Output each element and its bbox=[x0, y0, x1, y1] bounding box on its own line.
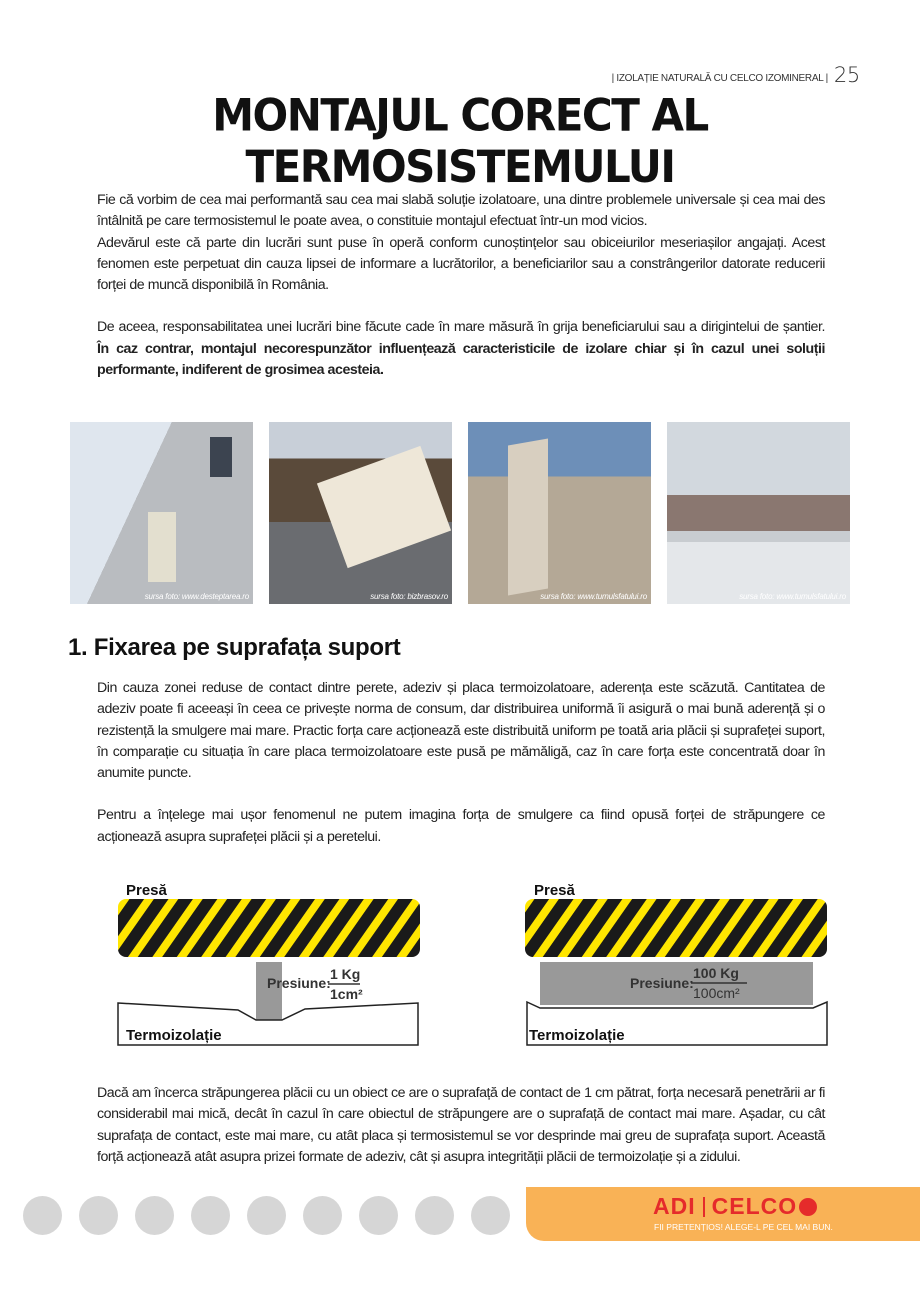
section-1-conclusion bbox=[97, 1083, 825, 1168]
photo-caption: sursa foto: www.turnulsfatului.ro bbox=[739, 592, 846, 601]
intro-paragraph-1: Fie că vorbim de cea mai performantă sau cea mai slabă soluție izolatoare, una dintre problemele universale și cea mai des întâlnită pe care termosistemul le poate avea, o constituie montajul efectuat într-un mod vicios. bbox=[97, 192, 825, 230]
press-bar bbox=[525, 899, 827, 957]
section-1-paragraph-3: Dacă am încerca străpungerea plăcii cu un obiect ce are o suprafață de contact de 1 cm pătrat, forța necesară penetrării ar fi considerabil mai mică, decât în cazul în care obiectul de străpungere are o suprafață de contact mai mare. Așadar, cu cât suprafața de contact, este mai mare, cu atât placa și termosistemul se vor desprinde mai greu de suprafața suport. Această forță acționează atât asupra prizei formate de adeziv, cât și asupra integrității plăcii de termoizolație și a zidului. bbox=[97, 1085, 825, 1165]
diagram-large-contact bbox=[515, 878, 835, 1053]
section-heading: 1. Fixarea pe suprafața suport bbox=[68, 634, 401, 661]
intro-paragraph-3-regular: De aceea, responsabilitatea unei lucrări bine făcute cade în mare măsură în grija beneficiarului sau a dirigintelui de șantier. bbox=[97, 319, 825, 336]
sun-snowflake-icon bbox=[135, 1196, 174, 1235]
page-header bbox=[611, 63, 860, 87]
sun-snowflake-icon bbox=[79, 1196, 118, 1235]
photo-damaged-facade bbox=[468, 422, 651, 604]
photo-detail bbox=[317, 446, 451, 568]
photo-building-detached-insulation bbox=[70, 422, 253, 604]
section-1-text bbox=[97, 678, 825, 848]
intro-paragraph-3-bold: În caz contrar, montajul necorespunzător influențează caracteristicile de izolare chiar și în cazul unei soluții performante, indiferent de grosimea acesteia. bbox=[97, 340, 825, 379]
intro-paragraph-2: Adevărul este că parte din lucrări sunt puse în operă conform cunoștințelor sau obiceiurilor meseriașilor angajați. Acest fenomen este perpetuat din cauza lipsei de informare a lucrătorilor, a beneficiarilor sau a constrângerilor datorate reducerii forței de muncă disponibilă în România. bbox=[97, 234, 825, 294]
sun-snowflake-icon bbox=[471, 1196, 510, 1235]
brand-left: ADI bbox=[653, 1193, 696, 1219]
photo-fallen-insulation bbox=[269, 422, 452, 604]
brand-logo bbox=[653, 1193, 817, 1220]
sun-snowflake-icon bbox=[415, 1196, 454, 1235]
sun-snowflake-icon bbox=[23, 1196, 62, 1235]
pressure-label: Presiune: bbox=[630, 975, 694, 991]
photo-firefighters-debris bbox=[667, 422, 850, 604]
press-label: Presă bbox=[534, 882, 575, 899]
press-label: Presă bbox=[126, 882, 167, 899]
intro-text bbox=[97, 190, 825, 381]
sun-snowflake-icon bbox=[303, 1196, 342, 1235]
sun-snowflake-icon bbox=[247, 1196, 286, 1235]
section-label: | IZOLAȚIE NATURALĂ CU CELCO IZOMINERAL | bbox=[611, 73, 828, 84]
photo-detail bbox=[508, 438, 548, 595]
insulation-label: Termoizolație bbox=[126, 1027, 222, 1044]
brand-right: CELCO bbox=[711, 1193, 798, 1219]
pressure-numerator: 100 Kg bbox=[693, 965, 739, 981]
photo-caption: sursa foto: www.desteptarea.ro bbox=[144, 592, 249, 601]
photo-window bbox=[210, 437, 232, 477]
page-title: MONTAJUL CORECT AL TERMOSISTEMULUI bbox=[212, 89, 708, 193]
press-bar bbox=[118, 899, 420, 957]
intro-paragraph-3 bbox=[97, 317, 825, 381]
pressure-numerator: 1 Kg bbox=[330, 966, 361, 982]
sun-snowflake-icon bbox=[799, 1198, 817, 1216]
pressure-denominator: 1cm² bbox=[330, 986, 363, 1002]
photo-caption: sursa foto: www.turnulsfatului.ro bbox=[540, 592, 647, 601]
diagram-small-contact bbox=[110, 878, 430, 1053]
section-1-paragraph-2: Pentru a înțelege mai ușor fenomenul ne putem imagina forța de smulgere ca fiind opusă forței de străpungere ce acționează asupra suprafeței plăcii și a peretelui. bbox=[97, 807, 825, 845]
page-number: 25 bbox=[833, 63, 860, 87]
logo-separator bbox=[703, 1197, 705, 1217]
pressure-denominator: 100cm² bbox=[693, 985, 740, 1001]
sun-snowflake-icon bbox=[359, 1196, 398, 1235]
insulation-label: Termoizolație bbox=[529, 1027, 625, 1044]
pressure-block bbox=[256, 962, 282, 1020]
photo-strip bbox=[70, 422, 850, 604]
pressure-label: Presiune: bbox=[267, 975, 331, 991]
section-1-paragraph-1: Din cauza zonei reduse de contact dintre perete, adeziv și placa termoizolatoare, aderența este scăzută. Cantitatea de adeziv poate fi aceeași în ceea ce privește norma de consum, dar distribuirea uniformă îi asigură o mai bună aderență și o rezistență la smulgere mai mare. Practic forța care acționează este distribuită uniform pe toată aria plăcii și suprafeței suport, în comparație cu situația în care placa termoizolatoare este pusă pe mămăligă, caz în care forța este concentrată doar în anumite puncte. bbox=[97, 680, 825, 782]
sun-snowflake-icon bbox=[191, 1196, 230, 1235]
footer-slogan: FII PRETENȚIOS! ALEGE-L PE CEL MAI BUN. bbox=[654, 1222, 833, 1232]
photo-caption: sursa foto: bizbrasov.ro bbox=[370, 592, 448, 601]
photo-detail bbox=[148, 512, 176, 582]
decorative-icon-row bbox=[23, 1196, 510, 1235]
